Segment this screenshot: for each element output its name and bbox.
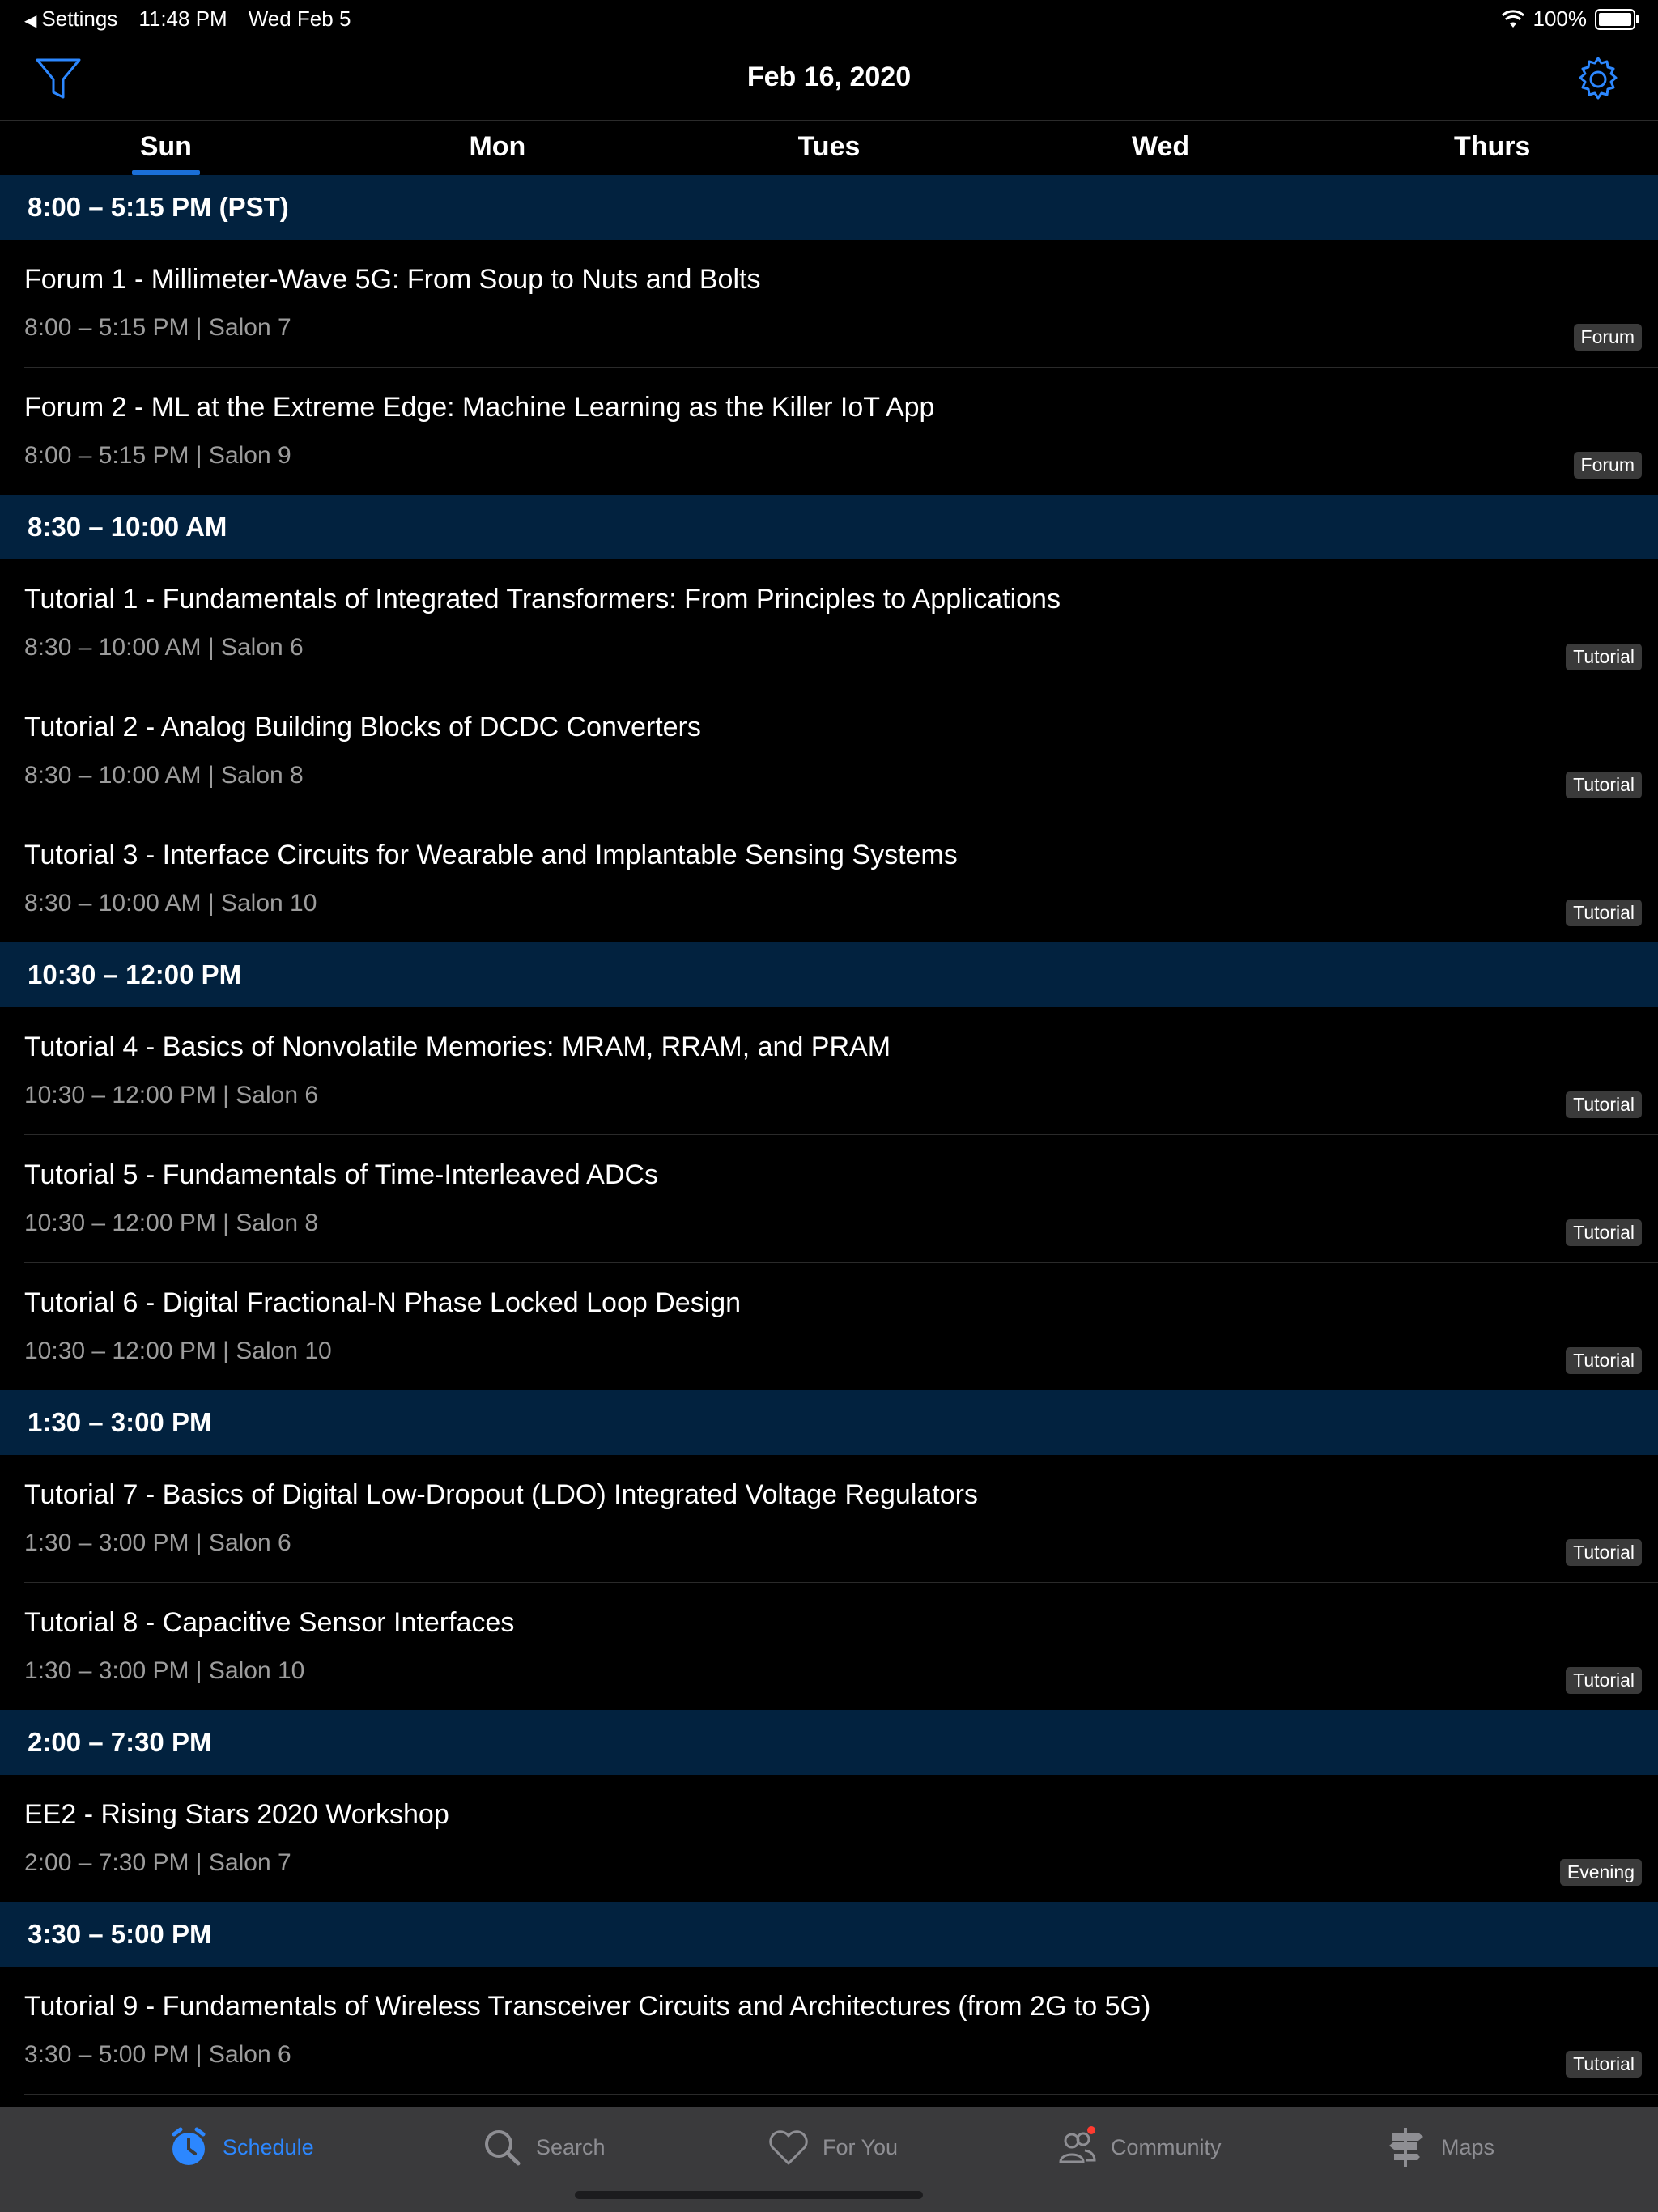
session-title: Tutorial 3 - Interface Circuits for Wearable and Implantable Sensing Systems — [24, 840, 958, 870]
session-row[interactable] — [24, 1135, 1658, 1263]
heart-icon — [766, 2125, 811, 2170]
settings-button[interactable] — [1574, 55, 1622, 104]
home-indicator — [575, 2191, 923, 2199]
session-title: Tutorial 6 - Digital Fractional-N Phase Locked Loop Design — [24, 1287, 742, 1318]
tab-thurs[interactable]: Thurs — [1453, 131, 1531, 162]
session-time-location: 10:30 – 12:00 PM | Salon 10 — [24, 1338, 332, 1364]
session-time-location: 8:00 – 5:15 PM | Salon 7 — [24, 314, 291, 341]
session-type-badge: Tutorial — [1566, 900, 1642, 926]
session-title: EE2 - Rising Stars 2020 Workshop — [24, 1799, 449, 1830]
tab-search-label: Search — [536, 2134, 606, 2159]
section-header: 10:30 – 12:00 PM — [0, 942, 1658, 1007]
session-time-location: 1:30 – 3:00 PM | Salon 6 — [24, 1529, 291, 1556]
tab-for-you[interactable] — [766, 2125, 898, 2170]
section-header: 8:00 – 5:15 PM (PST) — [0, 175, 1658, 240]
tab-schedule-label: Schedule — [223, 2134, 314, 2159]
tab-for-you-label: For You — [823, 2134, 899, 2159]
session-time-location: 10:30 – 12:00 PM | Salon 6 — [24, 1082, 319, 1108]
tab-search[interactable] — [479, 2125, 606, 2170]
nav-bar — [0, 39, 1658, 121]
session-title: Tutorial 1 - Fundamentals of Integrated Transformers: From Principles to Applications — [24, 584, 1061, 615]
tab-sun[interactable]: Sun — [0, 120, 332, 175]
section-header: 1:30 – 3:00 PM — [0, 1390, 1658, 1455]
tab-schedule[interactable] — [166, 2125, 314, 2170]
page-title: Feb 16, 2020 — [746, 62, 912, 92]
session-time-location: 3:30 – 5:00 PM | Salon 6 — [24, 2041, 291, 2068]
battery-icon — [1595, 9, 1635, 30]
session-title: Tutorial 2 - Analog Building Blocks of DCDC Converters — [24, 712, 701, 742]
session-row[interactable] — [24, 1007, 1658, 1135]
session-row[interactable] — [24, 240, 1658, 368]
section-header: 2:00 – 7:30 PM — [0, 1710, 1658, 1775]
gear-icon — [1574, 55, 1622, 104]
session-row[interactable] — [24, 368, 1658, 495]
community-people-icon — [1054, 2125, 1099, 2170]
schedule-list[interactable] — [0, 175, 1658, 2107]
session-time-location: 8:30 – 10:00 AM | Salon 10 — [24, 890, 317, 917]
section-header: 3:30 – 5:00 PM — [0, 1902, 1658, 1967]
session-type-badge: Tutorial — [1566, 772, 1642, 798]
tab-mon[interactable]: Mon — [469, 131, 526, 162]
tab-tues[interactable]: Tues — [797, 131, 861, 162]
session-title: Forum 1 - Millimeter-Wave 5G: From Soup to Nuts and Bolts — [24, 264, 761, 295]
session-row[interactable] — [24, 1263, 1658, 1390]
session-row[interactable] — [24, 687, 1658, 815]
tab-wed[interactable]: Wed — [1132, 131, 1190, 162]
session-time-location: 1:30 – 3:00 PM | Salon 10 — [24, 1657, 305, 1684]
session-type-badge: Tutorial — [1566, 2051, 1642, 2078]
session-type-badge: Tutorial — [1566, 1667, 1642, 1694]
status-time: 11:48 PM — [138, 6, 227, 31]
session-row[interactable] — [24, 1967, 1658, 2095]
tab-community[interactable] — [1054, 2125, 1222, 2170]
search-icon — [479, 2125, 525, 2170]
session-type-badge: Tutorial — [1566, 644, 1642, 670]
session-type-badge: Tutorial — [1566, 1347, 1642, 1374]
session-row[interactable] — [24, 1455, 1658, 1583]
session-row[interactable] — [24, 815, 1658, 942]
back-to-settings[interactable]: ◀ Settings — [24, 6, 118, 31]
session-type-badge: Tutorial — [1566, 1091, 1642, 1118]
session-title: Tutorial 5 - Fundamentals of Time-Interleaved ADCs — [24, 1159, 658, 1190]
tab-maps[interactable] — [1384, 2125, 1494, 2170]
session-time-location: 10:30 – 12:00 PM | Salon 8 — [24, 1210, 319, 1236]
session-title: Tutorial 9 - Fundamentals of Wireless Transceiver Circuits and Architectures (from 2G to 5G) — [24, 1991, 1151, 2022]
session-title: Tutorial 4 - Basics of Nonvolatile Memories: MRAM, RRAM, and PRAM — [24, 1032, 891, 1062]
tab-community-label: Community — [1111, 2134, 1222, 2159]
session-row[interactable] — [24, 1775, 1658, 1902]
signpost-icon — [1384, 2125, 1430, 2170]
wifi-icon — [1501, 10, 1525, 29]
session-type-badge: Forum — [1574, 452, 1642, 479]
battery-percent: 100% — [1533, 6, 1587, 31]
session-type-badge: Forum — [1574, 324, 1642, 351]
clock-icon — [166, 2125, 211, 2170]
day-tabs — [0, 120, 1658, 175]
session-type-badge: Tutorial — [1566, 1539, 1642, 1566]
session-time-location: 2:00 – 7:30 PM | Salon 7 — [24, 1849, 291, 1876]
session-time-location: 8:30 – 10:00 AM | Salon 8 — [24, 762, 304, 789]
session-title: Forum 2 - ML at the Extreme Edge: Machine Learning as the Killer IoT App — [24, 392, 935, 423]
tab-maps-label: Maps — [1441, 2134, 1495, 2159]
status-bar — [0, 0, 1658, 39]
session-title: Tutorial 8 - Capacitive Sensor Interfaces — [24, 1607, 515, 1638]
section-header: 8:30 – 10:00 AM — [0, 495, 1658, 559]
session-time-location: 8:00 – 5:15 PM | Salon 9 — [24, 442, 291, 469]
session-row[interactable] — [24, 1583, 1658, 1710]
session-time-location: 8:30 – 10:00 AM | Salon 6 — [24, 634, 304, 661]
session-title: Tutorial 7 - Basics of Digital Low-Dropout (LDO) Integrated Voltage Regulators — [24, 1479, 978, 1510]
session-type-badge: Tutorial — [1566, 1219, 1642, 1246]
session-row[interactable] — [24, 559, 1658, 687]
session-type-badge: Evening — [1560, 1859, 1642, 1886]
back-caret-icon: ◀ — [24, 12, 37, 30]
status-date: Wed Feb 5 — [248, 6, 351, 31]
